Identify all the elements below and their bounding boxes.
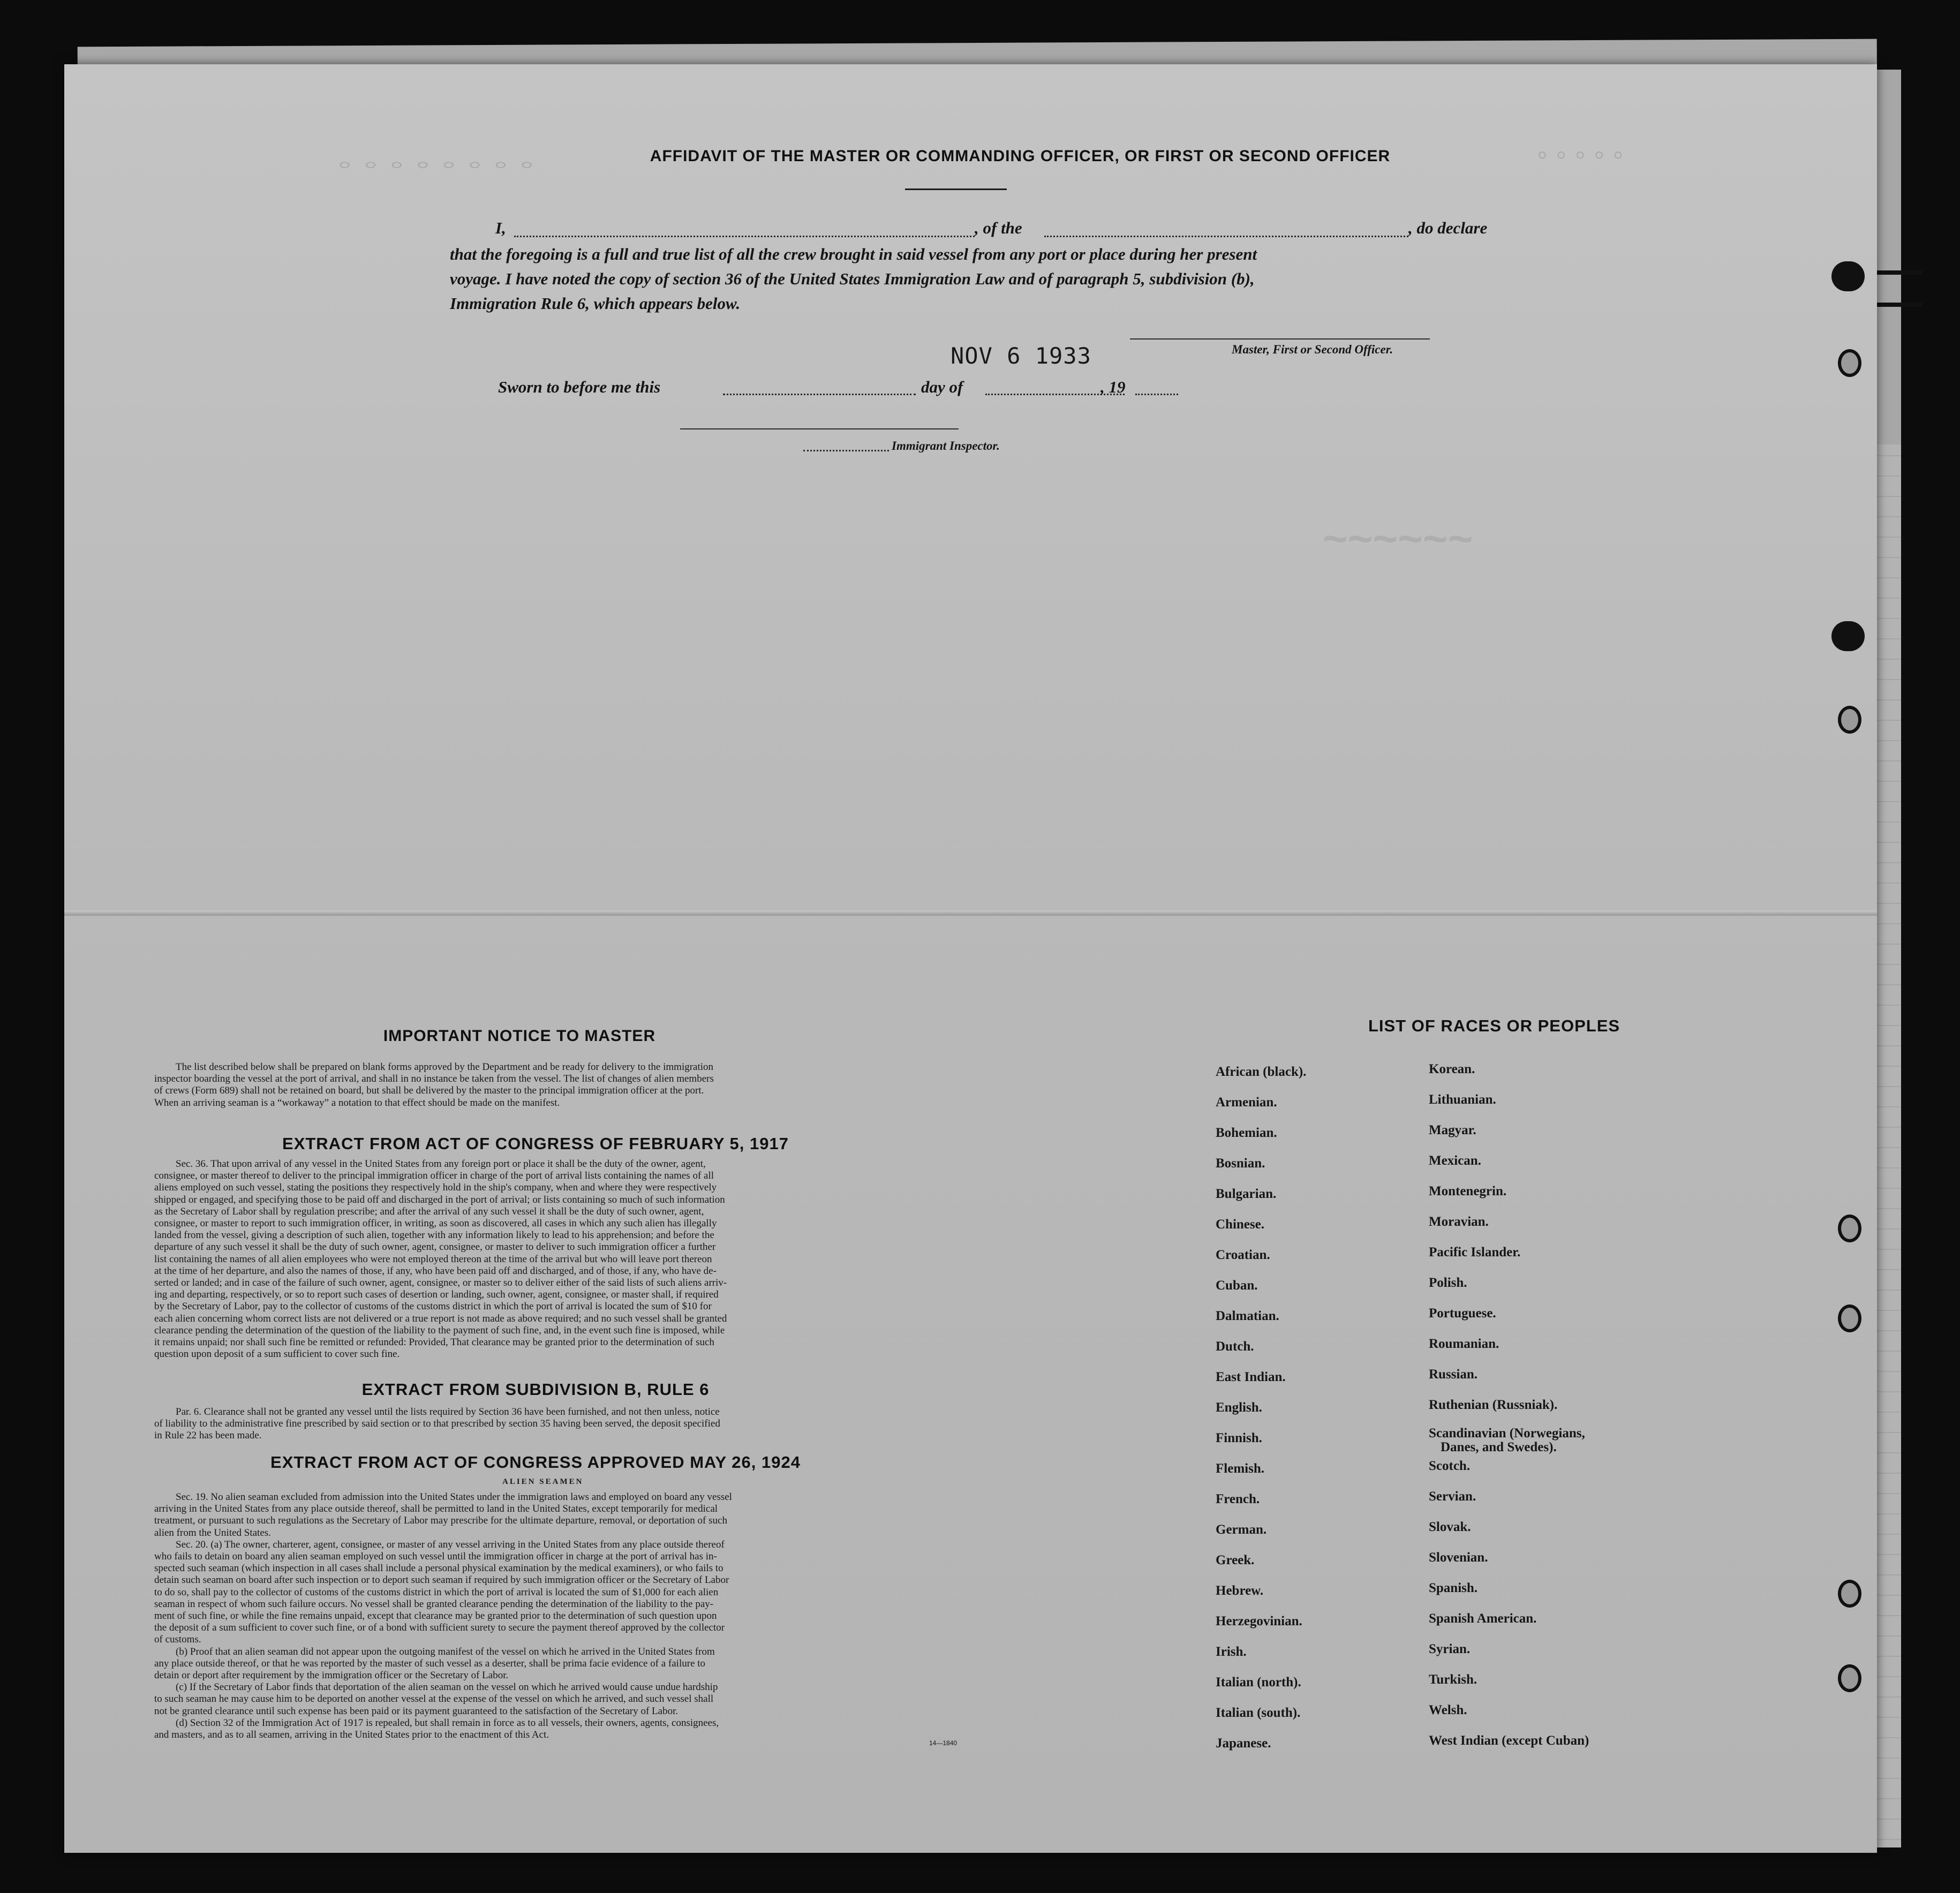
form-number: 14—1840 — [929, 1739, 958, 1747]
race-left-item: Greek. — [1216, 1553, 1255, 1567]
master-caption: Master, First or Second Officer. — [1232, 343, 1393, 356]
race-right-item: Spanish. — [1429, 1581, 1478, 1595]
extract-1924-line-1: Sec. 19. No alien seaman excluded from admission into the United States under the immigration laws and employed on board any vessel — [176, 1491, 732, 1503]
extract-rule6-line-1: Par. 6. Clearance shall not be granted any vessel until the lists required by Section 36 have been furnished, and not then unless, notice — [176, 1406, 720, 1417]
notice-line-4: When an arriving seaman is a “workaway” a notation to that effect should be made on the manifest. — [154, 1097, 560, 1108]
binder-hole-4 — [1838, 1304, 1861, 1332]
extract-rule6-line-2: of liability to the administrative fine prescribed by said section or to that prescribed by section 35 having been served, the deposit specified — [154, 1418, 720, 1430]
race-right-item: Korean. — [1429, 1062, 1475, 1076]
extract-1924-line-19: not be granted clearance until such expense has been paid or its payment guaranteed to the satisfaction of the Secretary of Labor. — [154, 1705, 679, 1717]
extract-1917-line-11: serted or landed; and in case of the failure of such owner, agent, consignee, or master so to deliver either of the said lists of such aliens arriv- — [154, 1277, 727, 1289]
affidavit-body-line-2: voyage. I have noted the copy of section 36 of the United States Immigration Law and of paragraph 5, subdivision (b), — [450, 269, 1255, 288]
extract-1917-line-9: list containing the names of all alien employees who were not employed thereon at the time of the arrival but who will leave port thereon — [154, 1253, 712, 1265]
race-left-item: French. — [1216, 1492, 1260, 1506]
extract-1917-line-8: departure of any such vessel it shall be the duty of such owner, agent, consignee, or master to deliver to such immigration officer a further — [154, 1241, 716, 1253]
race-left-item: English. — [1216, 1400, 1262, 1415]
extract-1924-text — [154, 1491, 990, 1741]
race-left-item: German. — [1216, 1522, 1267, 1537]
affidavit-do-declare-label: , do declare — [1408, 218, 1488, 237]
race-left-item: Hebrew. — [1216, 1583, 1264, 1598]
extract-1924-line-6: who fails to detain on board any alien seaman employed on such vessel until the immigration officer in charge at the port of arrival has in- — [154, 1551, 717, 1563]
extract-rule6-text — [154, 1406, 990, 1442]
binder-hole-tab-1 — [1831, 261, 1865, 291]
notice-text — [154, 1061, 990, 1109]
extract-rule6-title: EXTRACT FROM SUBDIVISION B, RULE 6 — [361, 1380, 710, 1399]
extract-1917-line-14: each alien concerning whom correct lists are not delivered or a true report is not made as above required; and no such vessel shall be granted — [154, 1313, 727, 1324]
race-right-item: Danes, and Swedes). — [1441, 1440, 1557, 1454]
race-left-item: Chinese. — [1216, 1217, 1264, 1232]
extract-rule6-line-3: in Rule 22 has been made. — [154, 1430, 262, 1442]
bleed-through-text-1: ◦ ◦ ◦ ◦ ◦ ◦ ◦ ◦ — [337, 150, 534, 179]
extract-1924-line-15: any place outside thereof, or that he was reported by the master of such vessel as a deserter, shall be prima facie evidence of a failure to — [154, 1657, 706, 1669]
race-right-item: Slovak. — [1429, 1520, 1471, 1534]
affidavit-title: AFFIDAVIT OF THE MASTER OR COMMANDING OFFICER, OR FIRST OR SECOND OFFICER — [650, 147, 1391, 165]
page-fold — [64, 910, 1877, 916]
sworn-text: Sworn to before me this — [498, 378, 661, 396]
affidavit-i-label: I, — [495, 218, 506, 237]
binder-hole-2 — [1838, 706, 1861, 734]
extract-1917-line-4: shipped or engaged, and specifying those to be paid off and discharged in the port of arrival; or lists containing so much of such information — [154, 1194, 725, 1205]
extract-1924-line-11: ment of such fine, or while the fine remains unpaid, except that clearance may be granted prior to the determination of such question upon — [154, 1610, 717, 1622]
race-left-item: Bulgarian. — [1216, 1187, 1277, 1201]
extract-1917-line-16: it remains unpaid; nor shall such fine be remitted or refunded: Provided, That clearance may be granted prior to the determination of such — [154, 1337, 714, 1348]
binder-hole-tab-2 — [1831, 621, 1865, 651]
notice-line-1: The list described below shall be prepared on blank forms approved by the Department and be ready for delivery to the immigration — [176, 1061, 714, 1073]
extract-1924-line-21: and masters, and as to all seamen, arriving in the United States prior to the enactment of this Act. — [154, 1729, 549, 1741]
race-right-item: Mexican. — [1429, 1153, 1481, 1168]
binder-hole-5 — [1838, 1580, 1861, 1608]
race-right-item: Welsh. — [1429, 1703, 1467, 1717]
extract-1917-line-6: consignee, or master to report to such immigration officer, in writing, as soon as discovered, all cases in which any such alien has illegally — [154, 1218, 717, 1230]
race-right-item: Slovenian. — [1429, 1550, 1488, 1565]
race-left-item: Italian (south). — [1216, 1706, 1301, 1720]
race-right-item: Montenegrin. — [1429, 1184, 1507, 1198]
race-left-item: Dalmatian. — [1216, 1309, 1279, 1323]
sworn-day-blank[interactable] — [723, 394, 916, 395]
race-right-item: Lithuanian. — [1429, 1092, 1496, 1107]
extract-1924-line-20: (d) Section 32 of the Immigration Act of 1917 is repealed, but shall remain in force as to all vessels, their owners, agents, consignees, — [176, 1717, 719, 1729]
master-signature-line[interactable] — [1130, 338, 1430, 340]
document-page — [64, 64, 1877, 1853]
notice-line-2: inspector boarding the vessel at the port of arrival, and shall in no instance be taken from the vessel. The list of changes of alien members — [154, 1073, 714, 1085]
race-right-item: Servian. — [1429, 1489, 1476, 1504]
bleed-through-handwriting: ~~~~~~ — [1323, 515, 1473, 562]
race-right-item: Spanish American. — [1429, 1611, 1537, 1626]
extract-1924-line-8: detain such seaman on board after such inspection or to deport such seaman if required by such immigration officer or the Secretary of Labor — [154, 1574, 729, 1586]
extract-1917-line-12: ing and departing, respectively, or so to report such cases of desertion or landing, such owner, agent, consignee, or master shall, if required — [154, 1289, 719, 1301]
race-left-item: East Indian. — [1216, 1370, 1286, 1384]
year-prefix: , 19 — [1100, 378, 1126, 396]
race-right-item: Syrian. — [1429, 1642, 1471, 1656]
race-left-item: Herzegovinian. — [1216, 1614, 1302, 1628]
race-right-item: Turkish. — [1429, 1672, 1477, 1687]
extract-1924-line-16: detain or deport after requirement by the immigration officer or the Secretary of Labor. — [154, 1670, 509, 1681]
race-right-item: Russian. — [1429, 1367, 1478, 1382]
race-left-item: Dutch. — [1216, 1339, 1254, 1354]
race-left-item: Bohemian. — [1216, 1126, 1277, 1140]
race-right-item: Pacific Islander. — [1429, 1245, 1521, 1260]
extract-1917-title: EXTRACT FROM ACT OF CONGRESS OF FEBRUARY 5, 1917 — [282, 1134, 789, 1153]
extract-1924-line-5: Sec. 20. (a) The owner, charterer, agent, consignee, or master of any vessel arriving in the United States from any place outside thereof — [176, 1538, 725, 1550]
race-right-item: Ruthenian (Russniak). — [1429, 1398, 1558, 1412]
race-right-item: West Indian (except Cuban) — [1429, 1733, 1589, 1748]
race-left-item: Bosnian. — [1216, 1156, 1265, 1171]
binder-hole-1 — [1838, 349, 1861, 377]
bleed-through-text-2: ◦ ◦ ◦ ◦ ◦ — [1537, 137, 1624, 171]
extract-1924-line-2: arriving in the United States from any place outside thereof, shall be permitted to land in the United States, except temporarily for medical — [154, 1503, 718, 1515]
extract-1924-line-7: spected such seaman (which inspection in all cases shall include a personal physical examination by the medical examiners), or who fails to — [154, 1563, 723, 1574]
affidavit-name-blank[interactable] — [514, 236, 975, 237]
extract-1917-text — [154, 1158, 990, 1360]
extract-1924-line-4: alien from the United States. — [154, 1527, 271, 1538]
extract-1924-line-3: treatment, or pursuant to such regulations as the Secretary of Labor may prescribe for the ultimate departure, removal, or deportation of such — [154, 1515, 727, 1527]
extract-1924-line-10: seaman in respect of whom such failure occurs. No vessel shall be granted clearance pending the determination of the liability to the pay- — [154, 1598, 714, 1610]
race-left-item: Armenian. — [1216, 1095, 1277, 1110]
race-right-item: Roumanian. — [1429, 1337, 1499, 1351]
race-left-item: Irish. — [1216, 1645, 1247, 1659]
extract-1917-line-15: clearance pending the determination of the question of the liability to the payment of such fine, and, in the event such fine is imposed, while — [154, 1324, 725, 1336]
extract-1917-line-17: question upon deposit of a sum sufficient to cover such fine. — [154, 1348, 400, 1360]
race-left-item: African (black). — [1216, 1065, 1307, 1079]
extract-1924-title: EXTRACT FROM ACT OF CONGRESS APPROVED MAY 26, 1924 — [270, 1453, 801, 1472]
extract-1917-line-3: aliens employed on such vessel, stating the positions they respectively hold in the ship's company, when and where they were respectively — [154, 1182, 717, 1194]
inspector-leader — [803, 450, 889, 451]
affidavit-body-line-1: that the foregoing is a full and true list of all the crew brought in said vessel from any port or place during her present — [450, 245, 1257, 263]
extract-1917-line-5: as the Secretary of Labor shall by regulation prescribe; and after the arrival of any such vessel it shall be the duty of such owner, agent, — [154, 1205, 704, 1217]
alien-seamen-subtitle: ALIEN SEAMEN — [502, 1477, 584, 1486]
race-right-item: Scandinavian (Norwegians, — [1429, 1426, 1585, 1441]
extract-1917-line-10: at the time of her departure, and also the names of those, if any, who have been paid off and discharged, and of those, if any, who have de- — [154, 1265, 717, 1277]
sworn-year-blank[interactable] — [1135, 394, 1178, 395]
race-left-item: Cuban. — [1216, 1278, 1258, 1293]
binder-hole-3 — [1838, 1215, 1861, 1242]
binder-hole-6 — [1838, 1664, 1861, 1692]
race-left-item: Flemish. — [1216, 1461, 1264, 1476]
extract-1924-line-18: to such seaman he may cause him to be deported on another vessel at the expense of the vessel on which he arrived, and such vessel shall — [154, 1693, 714, 1705]
extract-1917-line-7: landed from the vessel, giving a description of such alien, together with any information likely to lead to his apprehension; and before the — [154, 1230, 714, 1241]
extract-1924-line-14: (b) Proof that an alien seaman did not appear upon the outgoing manifest of the vessel on which he arrived in the United States from — [176, 1646, 715, 1657]
affidavit-body-line-3: Immigration Rule 6, which appears below. — [450, 294, 741, 313]
inspector-signature-line[interactable] — [680, 428, 959, 429]
affidavit-title-rule — [905, 188, 1007, 190]
race-right-item: Portuguese. — [1429, 1306, 1496, 1321]
inspector-caption: Immigrant Inspector. — [892, 439, 1000, 452]
race-right-item: Magyar. — [1429, 1123, 1476, 1137]
race-left-item: Italian (north). — [1216, 1675, 1301, 1690]
race-right-item: Scotch. — [1429, 1459, 1471, 1473]
race-right-item: Polish. — [1429, 1276, 1467, 1290]
extract-1917-line-2: consignee, or master thereof to deliver to the principal immigration officer in charge of the port of arrival lists containing the names of all — [154, 1170, 714, 1182]
extract-1924-line-12: the deposit of a sum sufficient to cover such fine, or of a bond with sufficient surety to secure the payment thereof approved by the collector — [154, 1622, 725, 1634]
extract-1924-line-17: (c) If the Secretary of Labor finds that deportation of the alien seaman on the vessel on which he arrived would cause undue hardship — [176, 1681, 718, 1693]
races-title: LIST OF RACES OR PEOPLES — [1368, 1016, 1620, 1035]
extract-1924-line-9: to do so, shall pay to the collector of customs of the customs district in which the port of arrival is located the sum of $1,000 for each alien — [154, 1586, 719, 1598]
notice-title: IMPORTANT NOTICE TO MASTER — [383, 1027, 656, 1045]
notice-line-3: of crews (Form 689) shall not be retained on board, but shall be delivered by the master to the principal immigration officer at the port. — [154, 1085, 704, 1097]
race-left-item: Finnish. — [1216, 1431, 1262, 1445]
extract-1917-line-13: by the Secretary of Labor, pay to the collector of customs of the customs district in which the port of arrival is located the sum of $10 for — [154, 1301, 712, 1313]
race-left-item: Croatian. — [1216, 1248, 1270, 1262]
extract-1924-line-13: of customs. — [154, 1634, 201, 1646]
date-stamp: NOV 6 1933 — [951, 343, 1091, 369]
day-of-label: day of — [921, 378, 963, 396]
race-right-item: Moravian. — [1429, 1215, 1489, 1229]
extract-1917-line-1: Sec. 36. That upon arrival of any vessel in the United States from any foreign port or place it shall be the duty of the owner, agent, — [176, 1158, 706, 1170]
race-left-item: Japanese. — [1216, 1736, 1271, 1751]
affidavit-of-the-label: , of the — [975, 218, 1022, 237]
affidavit-vessel-blank[interactable] — [1044, 236, 1408, 237]
